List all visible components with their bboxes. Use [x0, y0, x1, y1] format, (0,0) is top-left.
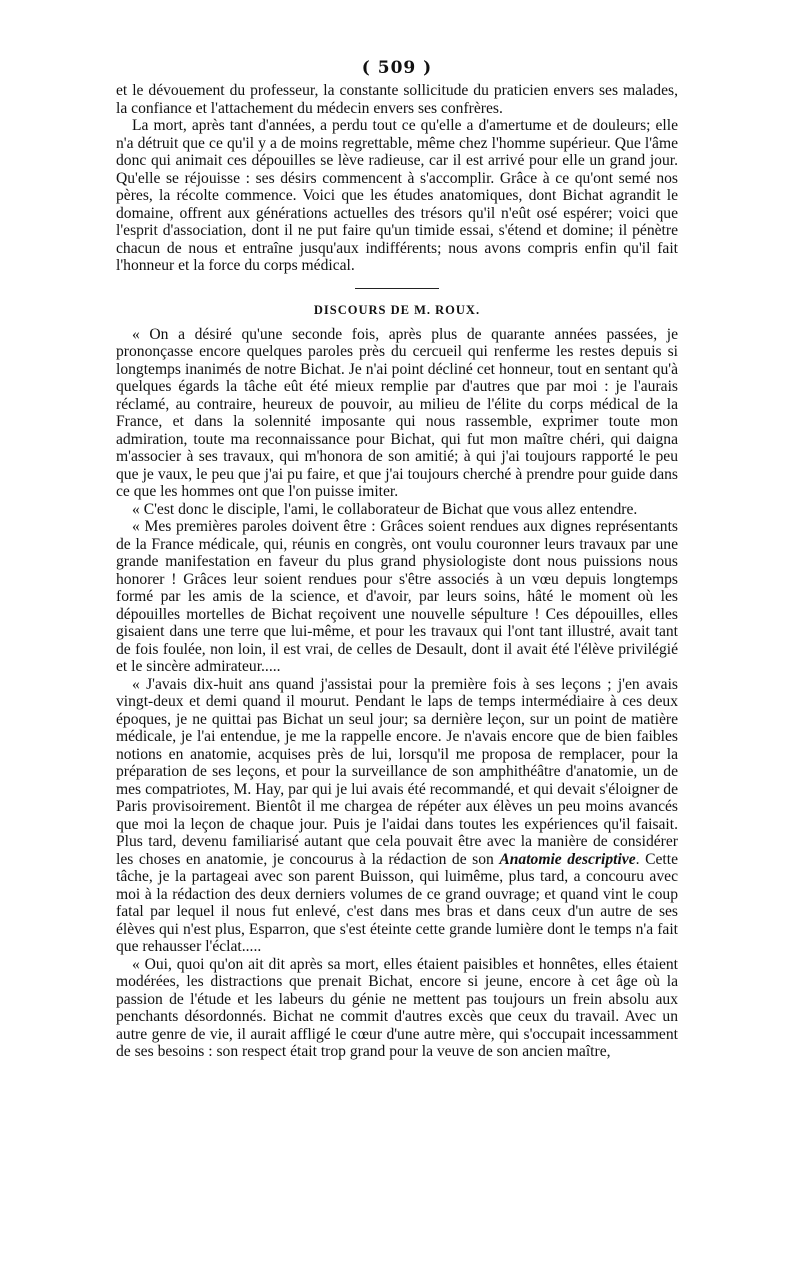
intro-paragraph-1: et le dévouement du professeur, la constante sollicitude du praticien envers ses malades, la confiance et l'attachement du médecin envers ses confrères. [116, 82, 678, 117]
section-heading: DISCOURS DE M. ROUX. [313, 302, 481, 317]
speech-paragraph-2: « C'est donc le disciple, l'ami, le collaborateur de Bichat que vous allez entendre. [132, 500, 638, 518]
anatomy-book-title: Anatomie descriptive [499, 850, 636, 868]
page-number: ( 509 ) [361, 58, 433, 78]
speech-paragraph-5: « Oui, quoi qu'on ait dit après sa mort, elles étaient paisibles et honnêtes, elles étaient modérées, les distractions que prenait Bichat, encore si jeune, encore à cet âge où la passion de l'étude et les labeurs du génie ne mettent pas toujours un frein absolu aux penchants désordonnés. Bichat ne commit d'autres excès que ceux du travail. Avec un autre genre de vie, il aurait affligé le cœur d'une autre mère, qui s'occupait incessamment de ses besoins : son respect était trop grand pour la veuve de son ancien maître, [116, 955, 678, 1060]
speech-paragraph-4-text: « J'avais dix-huit ans quand j'assistai pour la première fois à ses leçons ; j'en avais vingt-deux et demi quand il mourut. Pendant le laps de temps intermédiaire à ces deux époques, je ne quittai pas Bichat un seul jour; sa dernière leçon, sur un point de matière médicale, je l'ai entendue, je me la rappelle encore. Je n'avais encore que de bien faibles notions en anatomie, acquises près de lui, lorsqu'il me proposa de remplacer, pour la préparation de ses leçons, et pour la surveillance de son amphithéâtre d'anatomie, un de mes compatriotes, M. Hay, par qui je lui avais été recommandé, et qui devait s'éloigner de Paris provisoirement. Bientôt il me chargea de répéter aux élèves un peu moins avancés que moi la leçon de chaque jour. Puis je l'aidai dans toutes les expériences qu'il faisait. Plus tard, devenu familiarisé autant que cela pouvait être avec la manière de considérer les choses en anatomie, je concourus à la rédaction de son [116, 675, 678, 868]
intro-paragraph-2: La mort, après tant d'années, a perdu tout ce qu'elle a d'amertume et de douleurs; elle n'a détruit que ce qu'il y a de moins regrettable, même chez l'homme supérieur. Que l'âme donc qui animait ces dépouilles se lève radieuse, car il est arrivé pour elle un grand jour. Qu'elle se réjouisse : ses désirs commencent à s'accomplir. Grâce à ce qu'ont semé nos pères, la récolte commence. Voici que les études anatomiques, dont Bichat agrandit le domaine, offrent aux générations actuelles des trésors qu'il n'eût osé espérer; voici que l'esprit d'association, dont il ne put faire qu'un timide essai, s'étend et domine; il pénètre chacun de nous et entraîne jusqu'aux indifférents; nous avons compris enfin qu'il fait l'honneur et la force du corps médical. [116, 117, 678, 274]
speech-paragraph-3: « Mes premières paroles doivent être : Grâces soient rendues aux dignes représentants de la France médicale, qui, réunis en congrès, ont voulu couronner leurs travaux par une grande manifestation en faveur du plus grand physiologiste dont nous puissions nous honorer ! Grâces leur soient rendues pour s'être associés à un vœu depuis longtemps formé par les amis de la science, et d'avoir, par leurs soins, hâté le moment où les dépouilles mortelles de Bichat reçoivent une nouvelle sépulture ! Ces dépouilles, elles gisaient dans une terre que lui-même, et pour les travaux qui l'ont tant illustré, avait tant de fois foulée, non loin, il est vrai, de celles de Desault, dont il avait été l'élève privilégié et le sincère admirateur..... [116, 518, 678, 675]
speech-paragraph-4 [116, 676, 678, 956]
speech-paragraph-1: « On a désiré qu'une seconde fois, après plus de quarante années passées, je prononçasse encore quelques paroles près du cercueil qui renferme les restes depuis si longtemps inanimés de notre Bichat. Je n'ai point décliné cet honneur, tout en sentant qu'à quelques égards la tâche eût été mieux remplie par d'autres que par moi : je l'aurais réclamé, au contraire, heureux de pouvoir, au milieu de l'élite du corps médical de la France, et dans la solennité imposante qui nous rassemble, exprimer toute mon admiration, toute ma reconnaissance pour Bichat, qui fut mon maître chéri, qui daigna m'associer à ses travaux, qui m'honora de son amitié; à qui j'ai toujours rapporté le peu que je vaux, le peu que j'ai pu faire, et que j'ai toujours cherché à prendre pour guide dans ce que les hommes ont que l'on puisse imiter. [116, 325, 678, 500]
section-divider [355, 288, 439, 289]
speech-paragraph-4-tail: . Cette tâche, je la partageai avec son parent Buisson, qui luimême, plus tard, a concouru avec moi à la rédaction des deux derniers volumes de ce grand ouvrage; et quand vint le coup fatal par lequel il nous fut enlevé, c'est dans mes bras et dans ceux d'un autre de ses élèves qui n'est plus, Esparron, que s'est éteinte cette grande lumière dont le temps n'a fait que rehausser l'éclat..... [116, 850, 678, 955]
